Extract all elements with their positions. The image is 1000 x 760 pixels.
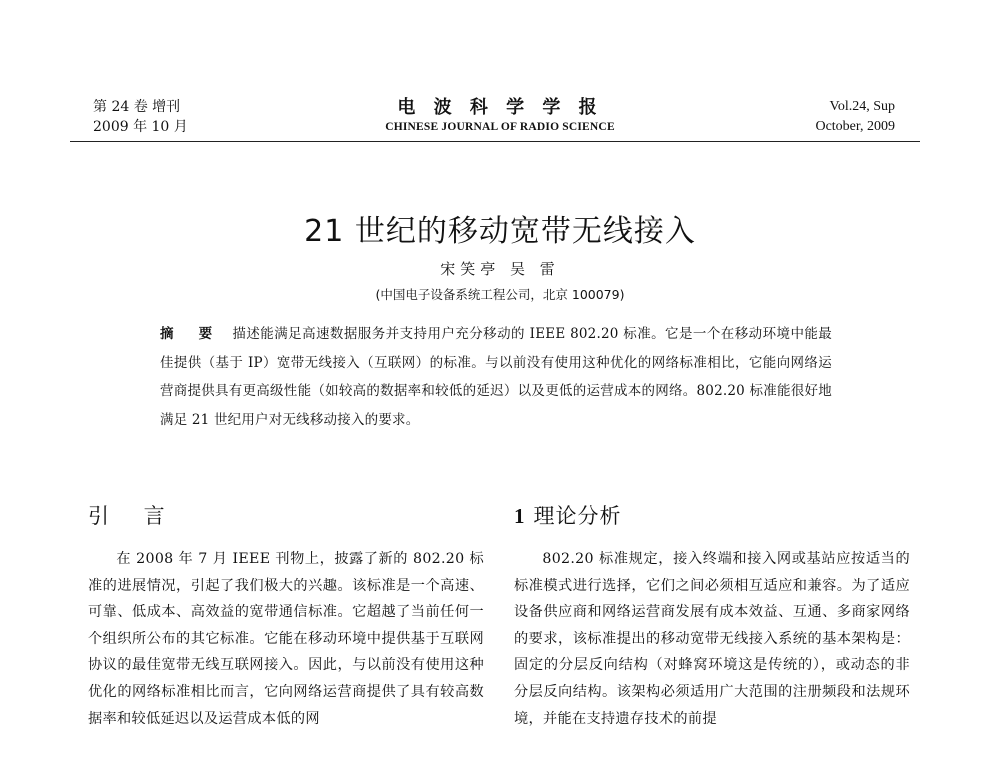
article-authors: 宋笑亭 吴 雷 — [440, 260, 560, 278]
header-divider — [70, 141, 920, 142]
volume-info-en — [815, 97, 895, 137]
publication-date-cn: 2009 年 10 月 — [93, 119, 188, 135]
section-body-intro: 在 2008 年 7 月 IEEE 刊物上，披露了新的 802.20 标准的进展情况，引起了我们极大的兴趣。该标准是一个高速、可靠、低成本、高效益的宽带通信标准。它超越了当前任何一个组织所公布的其它标准。它能在移动环境中提供基于互联网协议的最佳宽带无线互联网接入。因此，与以前没有使用这种优化的网络标准相比而言，它向网络运营商提供了具有较高数据率和较低延迟以及运营成本低的网 — [88, 551, 484, 727]
section-number: 1 — [514, 504, 526, 528]
publication-date-en: October, 2009 — [815, 119, 895, 134]
volume-supplement: Vol.24, Sup — [829, 99, 895, 114]
volume-issue: 第 24 卷 增刊 — [93, 99, 181, 115]
abstract — [160, 320, 832, 434]
section-heading-intro: 引 言 — [88, 504, 179, 528]
section-heading-theory — [514, 502, 910, 530]
column-right — [514, 502, 910, 732]
author-affiliation: (中国电子设备系统工程公司，北京 100079) — [375, 287, 625, 302]
section-title: 理论分析 — [533, 504, 622, 528]
article-title: 21 世纪的移动宽带无线接入 — [304, 214, 696, 249]
section-body-theory: 802.20 标准规定，接入终端和接入网或基站应按适当的标准模式进行选择，它们之间必须相互适应和兼容。为了适应设备供应商和网络运营商发展有成本效益、互通、多商家网络的要求，该标准提出的移动宽带无线接入系统的基本架构是：固定的分层反向结构（对蜂窝环境这是传统的），或动态的非分层反向结构。该架构必须适用广大范围的注册频段和法规环境，并能在支持遗存技术的前提 — [514, 551, 910, 727]
journal-name-cn: 电 波 科 学 学 报 — [397, 97, 603, 118]
abstract-label: 摘 要 — [160, 326, 223, 342]
journal-name-en: CHINESE JOURNAL OF RADIO SCIENCE — [385, 121, 615, 133]
abstract-text: 描述能满足高速数据服务并支持用户充分移动的 IEEE 802.20 标准。它是一个在移动环境中能最佳提供（基于 IP）宽带无线接入（互联网）的标准。与以前没有使用这种优化的网络标准相比，它能向网络运营商提供具有更高级性能（如较高的数据率和较低的延迟）以及更低的运营成本的网络。802.20 标准能很好地满足 21 世纪用户对无线移动接入的要求。 — [160, 326, 833, 428]
column-left — [88, 502, 484, 732]
